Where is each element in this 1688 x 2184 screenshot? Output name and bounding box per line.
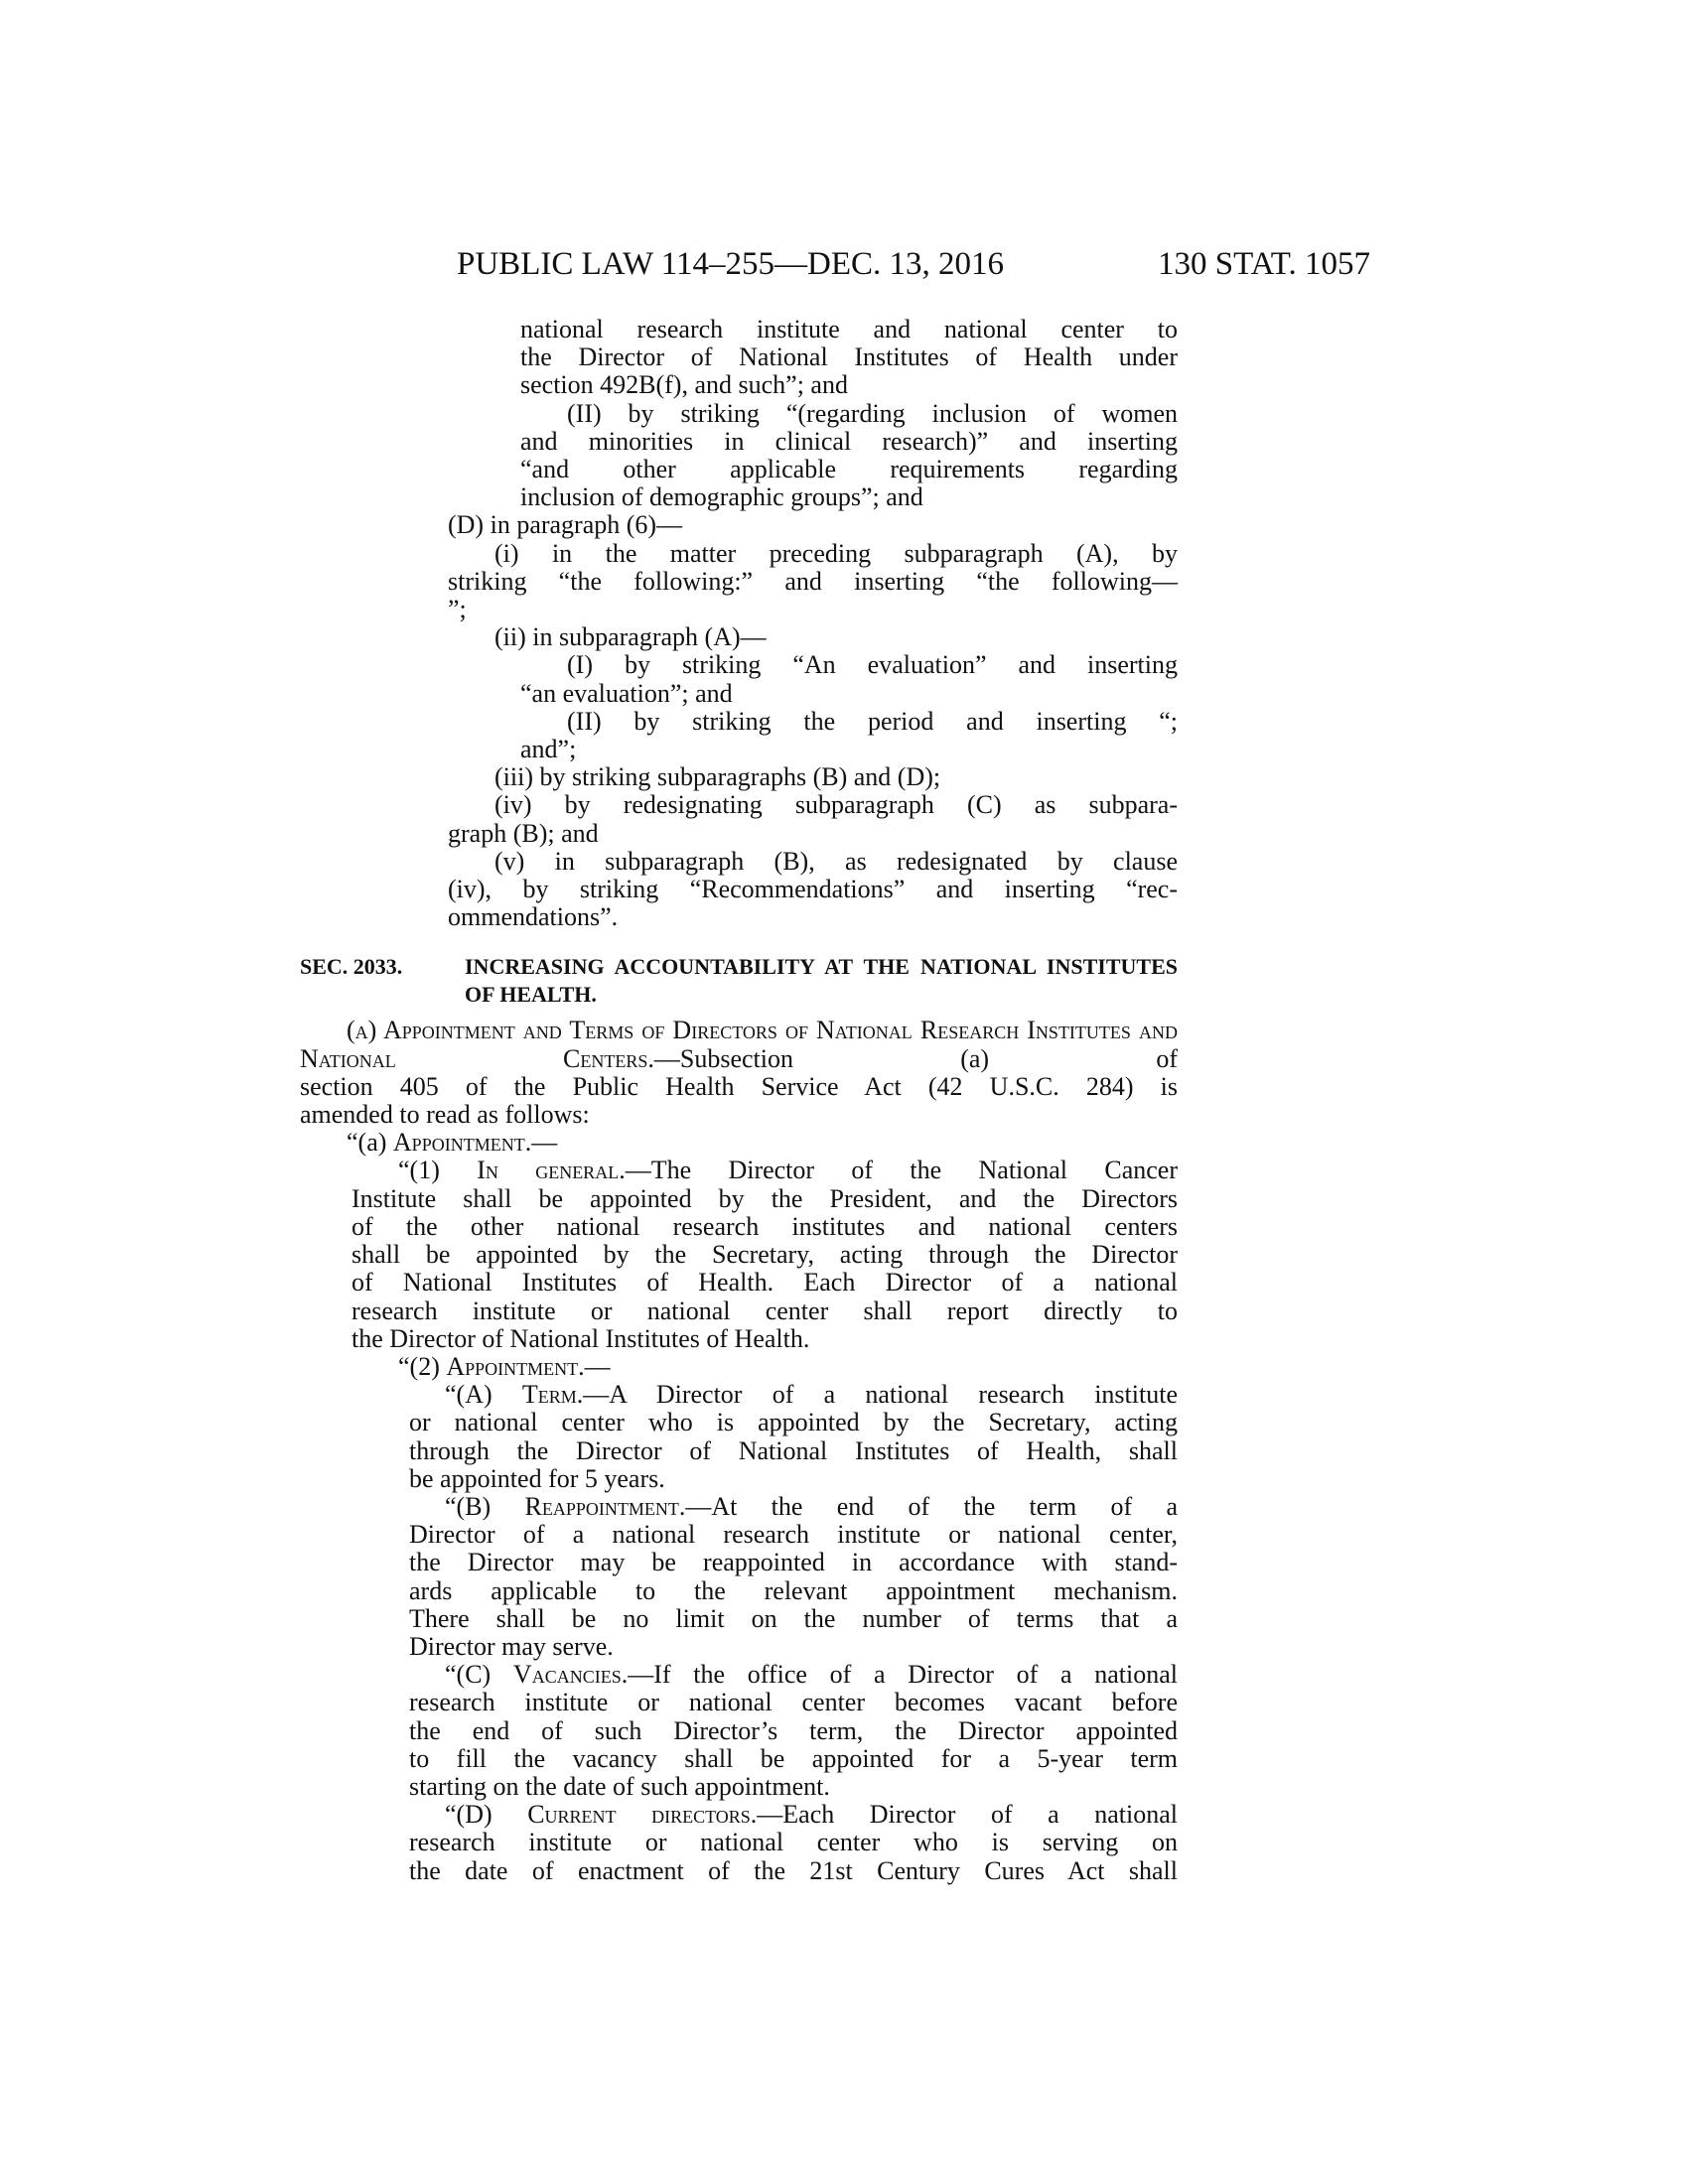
text-line: Institute shall be appointed by the President, and the Directors: [352, 1183, 1178, 1213]
text-line: research institute or national center shall report directly to: [352, 1296, 1178, 1325]
text-line: and”;: [520, 735, 577, 764]
text-line: (II) by striking the period and inserting “;: [567, 706, 1178, 736]
text-line: (iv), by striking “Recommendations” and inserting “rec-: [448, 875, 1178, 904]
text-line: (I) by striking “An evaluation” and inserting: [567, 650, 1178, 680]
text-line: (D) in paragraph (6)—: [448, 510, 683, 540]
text-line: “and other applicable requirements regarding: [520, 455, 1178, 484]
text-line: be appointed for 5 years.: [409, 1463, 665, 1493]
text-line: (i) in the matter preceding subparagraph (A), by: [494, 538, 1178, 568]
text-fragment: “(D): [445, 1800, 528, 1830]
text-fragment: Subsection (a) of: [679, 1043, 1179, 1073]
document-body: [300, 316, 1178, 1885]
text-line: amended to read as follows:: [300, 1100, 590, 1130]
section-title: INCREASING ACCOUNTABILITY AT THE NATIONAL INSTITUTES OF HEALTH.: [465, 954, 1178, 1008]
text-line: the Director may be reappointed in accordance with stand-: [409, 1548, 1178, 1577]
dash: —: [653, 1043, 680, 1073]
heading-text: Appointment: [446, 1351, 579, 1381]
section-heading: [300, 953, 1178, 1009]
text-line: section 492B(f), and such”; and: [520, 370, 848, 400]
dash: .—: [578, 1351, 611, 1381]
running-head: PUBLIC LAW 114–255—DEC. 13, 2016: [457, 246, 1005, 282]
text-line: to fill the vacancy shall be appointed for a 5-year term: [409, 1743, 1178, 1773]
text-line: Director may serve.: [409, 1631, 614, 1661]
heading-text: Term: [521, 1380, 577, 1410]
paragraph-B-line: [409, 1493, 1178, 1521]
text-line: “an evaluation”; and: [520, 678, 733, 708]
paragraph-1-line: [352, 1157, 1178, 1184]
text-line: inclusion of demographic groups”; and: [520, 482, 923, 512]
text-fragment: .—If the office of a Director of a national: [621, 1660, 1178, 1690]
text-line: striking “the following:” and inserting “the following—: [448, 566, 1178, 596]
text-line: Director of a national research institute or national center,: [409, 1520, 1178, 1550]
text-line: of National Institutes of Health. Each Director of a national: [352, 1268, 1178, 1297]
text-fragment: .—Each Director of a national: [750, 1800, 1178, 1830]
text-line: of the other national research institutes and national centers: [352, 1211, 1178, 1241]
heading-text: Vacancies: [512, 1660, 622, 1690]
text-fragment: “(a): [347, 1128, 393, 1158]
page-header: [457, 244, 1370, 284]
text-line: starting on the date of such appointment.: [409, 1771, 830, 1801]
text-line: the date of enactment of the 21st Century Cures Act shall: [409, 1855, 1178, 1885]
text-line: national research institute and national center to: [520, 315, 1178, 343]
paragraph-a-line: [300, 1017, 1178, 1072]
text-line: section 405 of the Public Health Service Act (42 U.S.C. 284) is: [300, 1071, 1178, 1101]
page-citation: 130 STAT. 1057: [1157, 246, 1370, 282]
section-number: SEC. 2033.: [300, 954, 403, 980]
text-line: the Director of National Institutes of Health.: [352, 1323, 810, 1353]
quoted-heading-a: [347, 1129, 1178, 1157]
text-fragment: .—At the end of the term of a: [678, 1491, 1178, 1521]
heading-text: In general: [477, 1156, 620, 1185]
text-line: ommendations”.: [448, 902, 619, 932]
text-line: shall be appointed by the Secretary, acting through the Director: [352, 1240, 1178, 1270]
text-fragment: .—The Director of the National Cancer: [619, 1156, 1178, 1185]
text-fragment: “(1): [398, 1156, 478, 1185]
heading-text: Reappointment: [524, 1491, 679, 1521]
text-line: the Director of National Institutes of Health under: [520, 342, 1178, 372]
text-line: research institute or national center becomes vacant before: [409, 1688, 1178, 1717]
text-line: ”;: [448, 595, 467, 624]
text-line: (II) by striking “(regarding inclusion of women: [567, 398, 1178, 428]
text-fragment: “(B): [445, 1491, 525, 1521]
text-line: (iv) by redesignating subparagraph (C) as subpara-: [494, 790, 1178, 820]
text-fragment: “(A): [445, 1380, 522, 1410]
paragraph-C-line: [409, 1661, 1178, 1689]
heading-text: Current directors: [527, 1800, 751, 1830]
text-line: (ii) in subparagraph (A)—: [494, 622, 767, 652]
paragraph-D-line: [409, 1801, 1178, 1829]
text-line: the end of such Director’s term, the Director appointed: [409, 1715, 1178, 1745]
dash: .—: [524, 1128, 558, 1158]
text-fragment: .—A Director of a national research institute: [576, 1380, 1178, 1410]
text-line: research institute or national center who is serving on: [409, 1828, 1178, 1857]
paragraph-A-line: [409, 1381, 1178, 1409]
text-fragment: “(C): [445, 1660, 513, 1690]
text-fragment: “(2): [398, 1351, 447, 1381]
text-line: (v) in subparagraph (B), as redesignated by clause: [494, 846, 1178, 876]
text-line: through the Director of National Institutes of Health, shall: [409, 1435, 1178, 1465]
text-line: (iii) by striking subparagraphs (B) and (D);: [494, 762, 941, 792]
heading-text: Appointment: [392, 1128, 525, 1158]
text-line: ards applicable to the relevant appointment mechanism.: [409, 1575, 1178, 1605]
text-line: graph (B); and: [448, 818, 599, 848]
text-line: and minorities in clinical research)” and inserting: [520, 426, 1178, 456]
paragraph-a-heading: (a) Appointment and Terms of Directors of National Research Institutes and National Centers.: [300, 1016, 1178, 1073]
quoted-heading-2: [398, 1353, 1178, 1381]
text-line: or national center who is appointed by the Secretary, acting: [409, 1408, 1178, 1437]
text-line: There shall be no limit on the number of terms that a: [409, 1603, 1178, 1633]
